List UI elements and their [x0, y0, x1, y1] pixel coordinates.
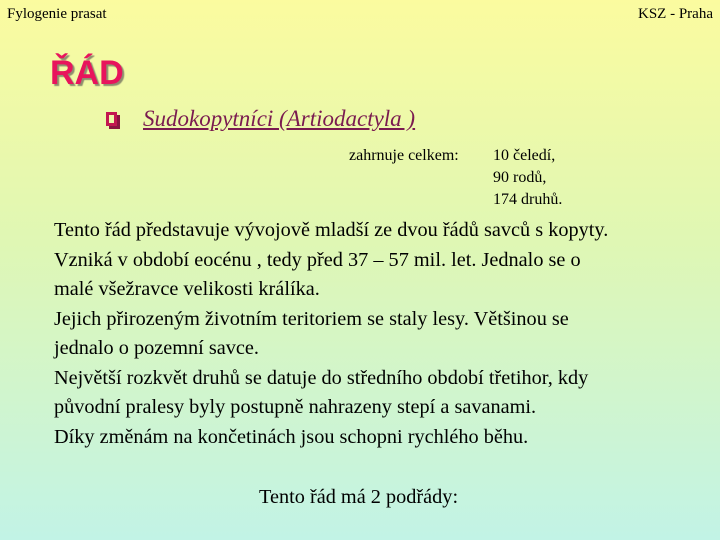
body-line: Vzniká v období eocénu , tedy před 37 – 57 mil. let. Jednalo se o: [54, 248, 581, 271]
includes-label: zahrnuje celkem:: [349, 147, 459, 164]
body-line: Díky změnám na končetinách jsou schopni rychlého běhu.: [54, 425, 529, 448]
square-bullet-icon: [106, 112, 117, 126]
header-right-text: KSZ - Praha: [638, 6, 713, 22]
includes-values: [493, 145, 562, 211]
header-left-text: Fylogenie prasat: [7, 6, 107, 22]
includes-item: 90 rodů,: [493, 169, 547, 186]
order-bullet-row: [106, 106, 415, 132]
includes-item: 174 druhů.: [493, 191, 563, 208]
body-line: Jejich přirozeným životním teritoriem se staly lesy. Většinou se: [54, 307, 569, 330]
body-line: Tento řád představuje vývojově mladší ze dvou řádů savců s kopyty.: [54, 219, 609, 241]
includes-item: 10 čeledí,: [493, 147, 556, 164]
body-line: Největší rozkvět druhů se datuje do středního období třetihor, kdy: [54, 366, 589, 389]
body-line: jednalo o pozemní savce.: [54, 337, 259, 359]
slide-title: ŘÁD: [50, 54, 124, 92]
body-line: původní pralesy byly postupně nahrazeny stepí a savanami.: [54, 396, 537, 418]
body-line: malé všežravce velikosti králíka.: [54, 278, 320, 300]
body-paragraph: [54, 216, 720, 452]
footer-text: Tento řád má 2 podřády:: [259, 486, 459, 508]
order-name: Sudokopytníci (Artiodactyla ): [143, 106, 416, 131]
